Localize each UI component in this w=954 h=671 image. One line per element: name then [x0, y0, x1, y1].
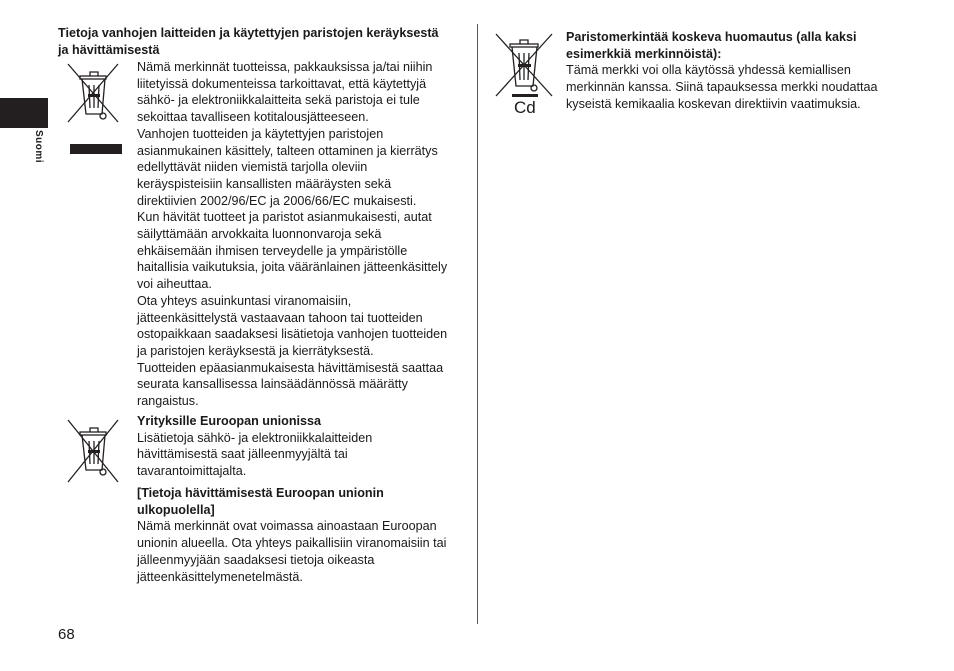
section-heading-line: Tietoja vanhojen laitteiden ja käytettyjen paristojen keräyksestä — [58, 26, 439, 40]
paragraph-line: seurata kansallisessa lainsäädännössä määrätty — [137, 377, 408, 392]
paragraph-line: ostopaikkaan saadaksesi lisätietoja vanhojen tuotteiden — [137, 327, 448, 342]
paragraph-line: Tämä merkki voi olla käytössä yhdessä kemiallisen — [566, 63, 851, 78]
paragraph-line: Nämä merkinnät ovat voimassa ainoastaan Euroopan — [137, 519, 437, 534]
paragraph-line: Nämä merkinnät tuotteissa, pakkauksissa ja/tai niihin — [137, 60, 433, 74]
battery-note-section — [566, 29, 936, 113]
outside-eu-section — [137, 485, 472, 585]
paragraph-line: jälleenmyyjään saadaksesi tietoja oikeasta — [137, 552, 375, 567]
black-bar-symbol — [70, 144, 122, 154]
paragraph-line: edellyttävät niiden viemistä tarjolla oleviin — [137, 160, 368, 175]
paragraph-line: Tuotteiden epäasianmukaisesta hävittämisestä saattaa — [137, 360, 444, 375]
column-divider — [477, 24, 478, 624]
side-tab-marker — [0, 98, 48, 128]
paragraph-line: rangaistus. — [137, 394, 199, 409]
page-number: 68 — [58, 626, 75, 643]
paragraph-line: Vanhojen tuotteiden ja käytettyjen paristojen — [137, 126, 384, 141]
crossed-out-bin-icon — [64, 414, 122, 486]
chemical-symbol: Cd — [514, 98, 536, 117]
paragraph-line: haitallisia vaikutuksia, joita vääränlainen jätteenkäsittely — [137, 260, 448, 275]
paragraph-line: ehkäisemään ihmisen terveydelle ja ympäristölle — [137, 243, 408, 258]
paragraph-line: liitetyissä dokumenteissa tarkoittavat, että käytettyjä — [137, 76, 427, 91]
paragraph-line: asianmukainen käsittely, talteen ottaminen ja kierrätys — [137, 143, 438, 158]
paragraph-line: jätteenkäsittelymenetelmästä. — [137, 569, 303, 584]
main-paragraph — [137, 59, 472, 410]
battery-note-heading-line: esimerkkiä merkinnöistä): — [566, 46, 722, 61]
paragraph-line: keräyspisteisiin kansallisten määräysten sekä — [137, 176, 392, 191]
paragraph-line: voi aiheuttaa. — [137, 277, 212, 292]
paragraph-line: säilyttämään arvokkaita luonnonvaroja sekä — [137, 227, 382, 242]
outside-eu-heading-line: ulkopuolella] — [137, 502, 215, 517]
paragraph-line: merkinnän kanssa. Siinä tapauksessa merkki noudattaa — [566, 80, 878, 95]
paragraph-line: ja paristojen keräyksestä ja kierrätyksestä. — [137, 343, 374, 358]
section-heading — [58, 25, 473, 58]
eu-section — [137, 413, 472, 480]
paragraph-line: kyseistä kemikaalia koskevan direktiivin vaatimuksia. — [566, 96, 861, 111]
paragraph-line: sähkö- ja elektroniikkalaitteita sekä paristoja ei tule — [137, 93, 420, 108]
language-label: Suomi — [33, 130, 44, 164]
paragraph-line: sekoittaa tavalliseen kotitalousjätteeseen. — [137, 110, 369, 125]
crossed-out-bin-icon — [64, 58, 122, 126]
paragraph-line: Ota yhteys asuinkuntasi viranomaisiin, — [137, 293, 352, 308]
paragraph-line: unionin alueella. Ota yhteys paikallisiin viranomaisiin tai — [137, 536, 447, 551]
outside-eu-heading-line: [Tietoja hävittämisestä Euroopan unionin — [137, 486, 384, 500]
paragraph-line: tavarantoimittajalta. — [137, 464, 247, 479]
paragraph-line: jätteenkäsittelystä vastaavaan tahoon tai tuotteiden — [137, 310, 423, 325]
paragraph-line: direktiivien 2002/96/EC ja 2006/66/EC mukaisesti. — [137, 193, 417, 208]
paragraph-line: Lisätietoja sähkö- ja elektroniikkalaitteiden — [137, 430, 373, 445]
section-heading-line: ja hävittämisestä — [58, 42, 160, 57]
eu-heading: Yrityksille Euroopan unionissa — [137, 414, 322, 428]
battery-note-heading-line: Paristomerkintää koskeva huomautus (alla kaksi — [566, 30, 857, 44]
paragraph-line: hävittämisestä saat jälleenmyyjältä tai — [137, 447, 348, 462]
paragraph-line: Kun hävität tuotteet ja paristot asianmukaisesti, autat — [137, 210, 432, 225]
